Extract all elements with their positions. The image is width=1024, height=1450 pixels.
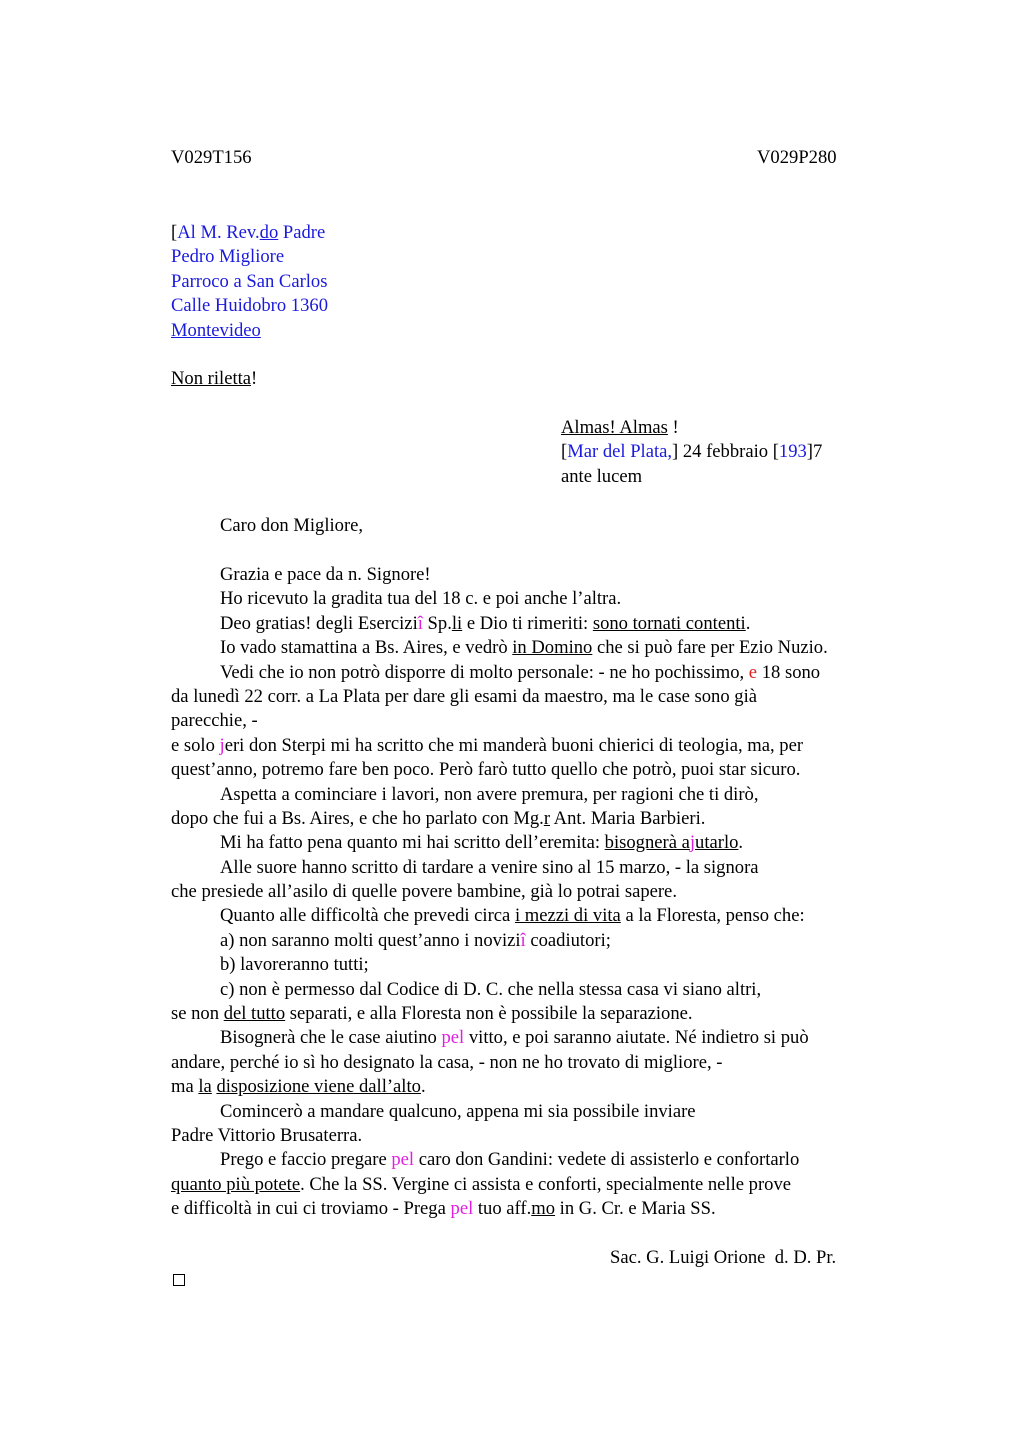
body-line: Mi ha fatto pena quanto mi hai scritto dell’eremita: bisognerà ajutarlo. <box>220 832 744 854</box>
body-line: parecchie, - <box>171 710 258 732</box>
list-item: a) non saranno molti quest’anno i noviziî coadiutori; <box>220 929 611 951</box>
body-line: Quanto alle difficoltà che prevedi circa i mezzi di vita a la Floresta, penso che: <box>220 905 805 927</box>
body-line: Grazia e pace da n. Signore! <box>220 564 431 585</box>
salutation: Caro don Migliore, <box>220 515 364 536</box>
address-line-1: [Al M. Rev.do Padre <box>171 222 326 243</box>
body-line: Alle suore hanno scritto di tardare a venire sino al 15 marzo, - la signora <box>220 856 759 878</box>
body-line: Ho ricevuto la gradita tua del 18 c. e poi anche l’altra. <box>220 588 622 610</box>
body-line: Vedi che io non potrò disporre di molto personale: - ne ho pochissimo, e 18 sono <box>220 661 821 683</box>
body-line: Io vado stamattina a Bs. Aires, e vedrò in Domino che si può fare per Ezio Nuzio. <box>220 637 828 659</box>
body-line: andare, perché io sì ho designato la casa, - non ne ho trovato di migliore, - <box>171 1051 723 1073</box>
body-line: quanto più potete. Che la SS. Vergine ci assista e conforti, specialmente nelle prove <box>171 1173 791 1195</box>
body-line: Deo gratias! degli Eserciziî Sp.li e Dio ti rimeriti: sono tornati contenti. <box>220 612 751 634</box>
dateline-motto: Almas! Almas ! <box>561 417 679 438</box>
body-line: quest’anno, potremo fare ben poco. Però farò tutto quello che potrò, puoi star sicuro. <box>171 759 801 781</box>
letter-body <box>171 563 828 1222</box>
dateline-time: ante lucem <box>561 465 643 487</box>
address-block <box>171 221 328 343</box>
dateline <box>561 416 822 489</box>
body-line: Padre Vittorio Brusaterra. <box>171 1124 363 1146</box>
body-line: Comincerò a mandare qualcuno, appena mi sia possibile inviare <box>220 1100 696 1122</box>
signature: Sac. G. Luigi Orione d. D. Pr. <box>610 1247 837 1268</box>
body-line: dopo che fui a Bs. Aires, e che ho parlato con Mg.r Ant. Maria Barbieri. <box>171 807 706 829</box>
body-line: che presiede all’asilo di quelle povere bambine, già lo potrai sapere. <box>171 881 677 903</box>
address-line-4: Calle Huidobro 1360 <box>171 295 328 317</box>
address-line-2: Pedro Migliore <box>171 246 285 268</box>
address-line-5: Montevideo <box>171 319 261 341</box>
body-line: e difficoltà in cui ci troviamo - Prega pel tuo aff.mo in G. Cr. e Maria SS. <box>171 1198 716 1220</box>
body-line: e solo jeri don Sterpi mi ha scritto che mi manderà buoni chierici di teologia, ma, per <box>171 734 804 756</box>
header-left-code: V029T156 <box>171 147 252 168</box>
body-line: ma la disposizione viene dall’alto. <box>171 1076 426 1098</box>
dateline-place-date: [Mar del Plata,] 24 febbraio [193]7 <box>561 441 823 463</box>
body-line: da lunedì 22 corr. a La Plata per dare gli esami da maestro, ma le case sono già <box>171 685 758 707</box>
list-item: b) lavoreranno tutti; <box>220 954 369 976</box>
header-right-code: V029P280 <box>757 147 837 168</box>
body-line: se non del tutto separati, e alla Floresta non è possibile la separazione. <box>171 1003 693 1025</box>
list-item: c) non è permesso dal Codice di D. C. che nella stessa casa vi siano altri, <box>220 978 762 1000</box>
address-line-3: Parroco a San Carlos <box>171 270 328 292</box>
non-riletta-note: Non riletta! <box>171 368 258 389</box>
body-line: Bisognerà che le case aiutino pel vitto, e poi saranno aiutate. Né indietro si può <box>220 1027 809 1049</box>
body-line: Prego e faccio pregare pel caro don Gandini: vedete di assisterlo e confortarlo <box>220 1149 800 1171</box>
square-mark-icon <box>173 1274 185 1286</box>
body-line: Aspetta a cominciare i lavori, non avere premura, per ragioni che ti dirò, <box>220 783 759 805</box>
